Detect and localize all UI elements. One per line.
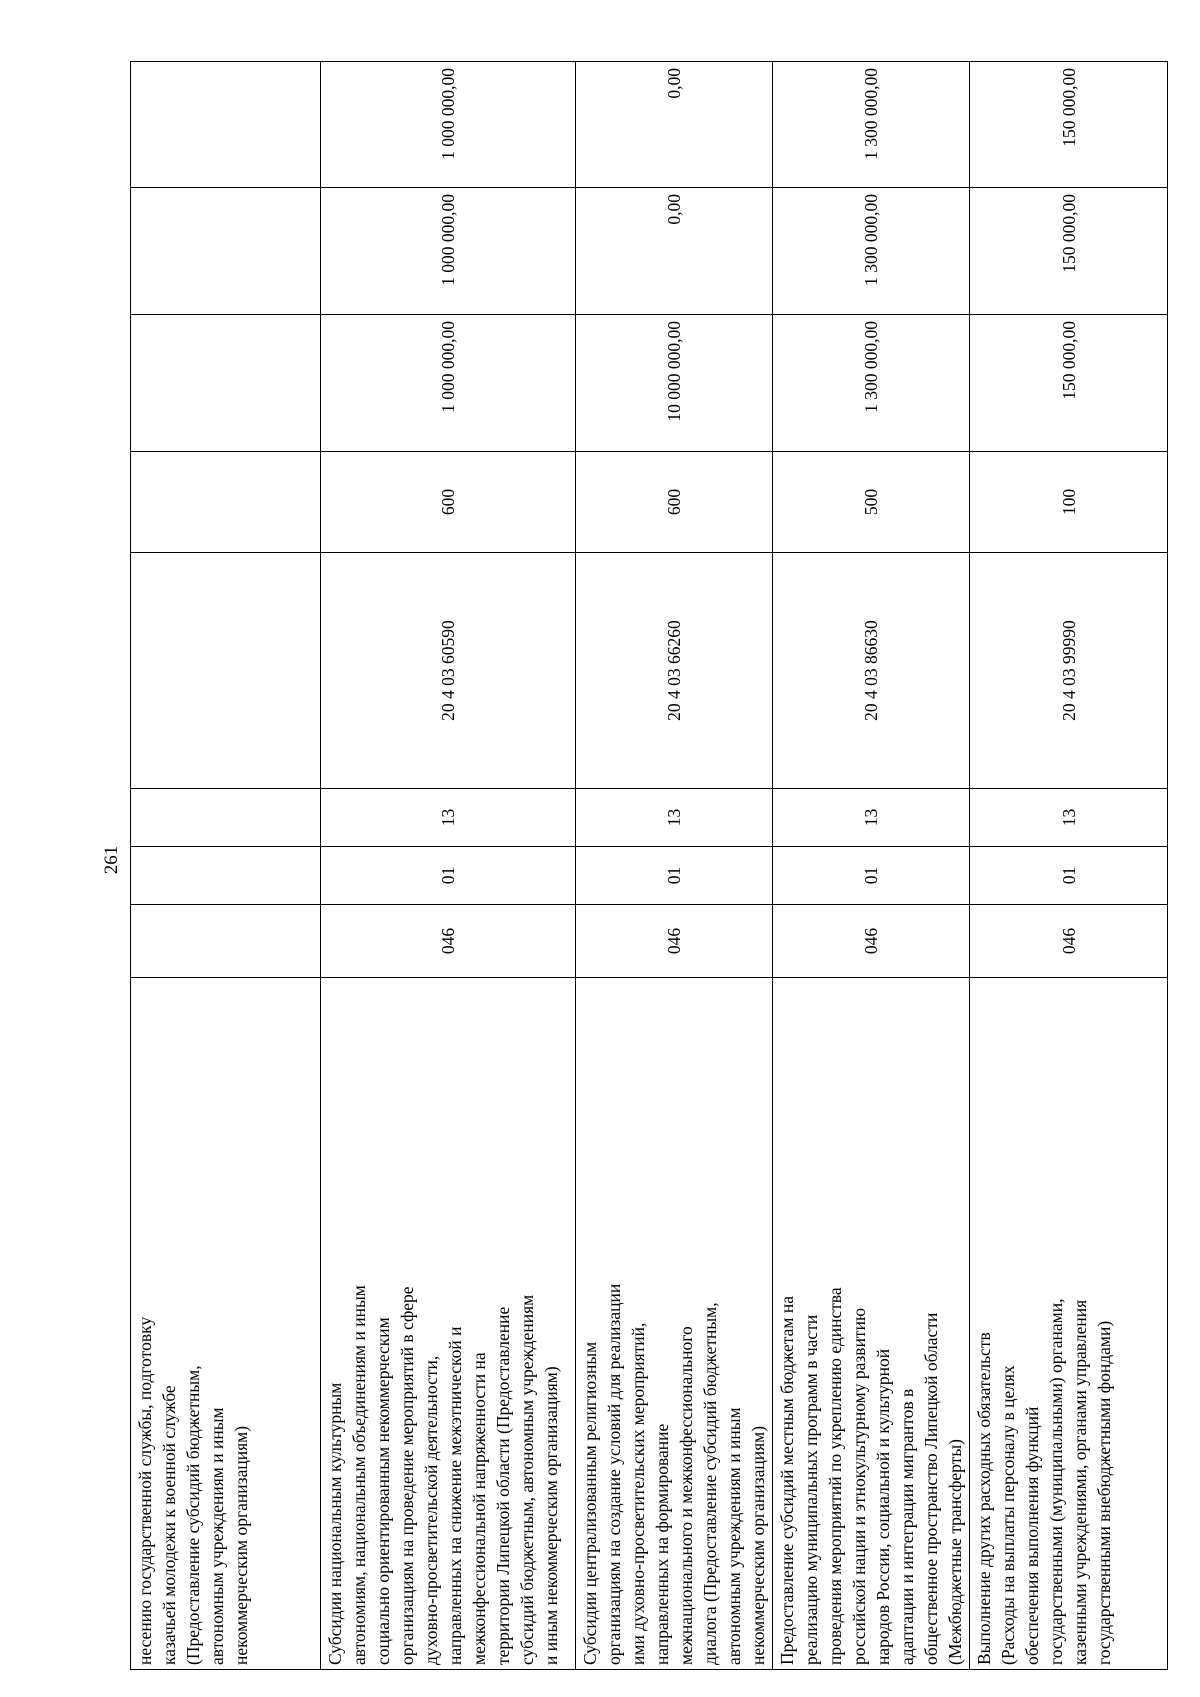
description-line: адаптации и интеграции мигрантов в: [897, 1388, 917, 1665]
page-number: 261: [101, 845, 122, 875]
description-line: некоммерческим организациям): [231, 1425, 251, 1665]
amount-year1-cell: 1 300 000,00: [773, 315, 970, 452]
section-code-cell: 01: [576, 847, 773, 905]
table-row: [773, 62, 970, 1670]
amount-year3-cell: 1 000 000,00: [321, 62, 576, 188]
description-line: казенными учреждениями, органами управления: [1070, 1299, 1090, 1665]
amount-year3-cell: 0,00: [576, 62, 773, 188]
expense-description: [970, 978, 1168, 1670]
description-line: Выполнение других расходных обязательств: [974, 1332, 994, 1665]
description-line: (Межбюджетные трансферты): [945, 1439, 965, 1665]
description-line: автономным учреждениям и иным: [724, 1407, 744, 1665]
description-line: казачьей молодежи к военной службе: [159, 1385, 179, 1665]
table-row: [131, 62, 321, 1670]
section-code-cell: 01: [773, 847, 970, 905]
table-row: [576, 62, 773, 1670]
description-line: ими духовно-просветительских мероприятий,: [628, 1322, 648, 1665]
description-line: духовно-просветительской деятельности,: [421, 1355, 441, 1665]
target-item-code-cell: 20 4 03 66260: [576, 553, 773, 789]
amount-year3-cell: 1 300 000,00: [773, 62, 970, 188]
amount-year2-cell: 0,00: [576, 188, 773, 315]
description-line: субсидий бюджетным, автономным учреждениям: [517, 1294, 537, 1665]
description-line: направленных на снижение межэтнической и: [445, 1326, 465, 1665]
expense-description: [321, 978, 576, 1670]
description-line: народов России, социальной и культурной: [873, 1348, 893, 1665]
description-line: организациям на создание условий для реализации: [604, 1283, 624, 1665]
table-row: [970, 62, 1168, 1670]
subsection-code-cell: 13: [970, 789, 1168, 847]
description-line: реализацию муниципальных программ в части: [801, 1314, 821, 1665]
amount-year2-cell: [131, 188, 321, 315]
table-row: [321, 62, 576, 1670]
ministry-code-cell: 046: [321, 905, 576, 978]
description-line: автономным учреждениям и иным: [207, 1407, 227, 1665]
amount-year1-cell: 10 000 000,00: [576, 315, 773, 452]
ministry-code-cell: 046: [773, 905, 970, 978]
description-line: Предоставление субсидий местным бюджетам на: [777, 1295, 797, 1665]
subsection-code-cell: 13: [773, 789, 970, 847]
description-line: проведения мероприятий по укреплению единства: [825, 1287, 845, 1665]
amount-year2-cell: 1 300 000,00: [773, 188, 970, 315]
ministry-code-cell: 046: [970, 905, 1168, 978]
subsection-code-cell: 13: [576, 789, 773, 847]
subsection-code-cell: [131, 789, 321, 847]
target-item-code-cell: 20 4 03 60590: [321, 553, 576, 789]
description-line: государственными внебюджетными фондами): [1094, 1320, 1114, 1665]
description-line: территории Липецкой области (Предоставление: [493, 1306, 513, 1665]
description-line: межконфессиональной напряженности на: [469, 1352, 489, 1665]
description-line: обеспечения выполнения функций: [1022, 1406, 1042, 1665]
description-line: автономиям, национальным объединениям и иным: [349, 1285, 369, 1665]
description-line: Субсидии централизованным религиозным: [580, 1341, 600, 1665]
description-line: некоммерческим организациям): [748, 1425, 768, 1665]
description-line: несению государственной службы, подготовку: [135, 1316, 155, 1665]
expense-type-code-cell: [131, 452, 321, 553]
subsection-code-cell: 13: [321, 789, 576, 847]
expense-description: [131, 978, 321, 1670]
description-line: направленных на формирование: [652, 1423, 672, 1665]
description-line: и иным некоммерческим организациям): [541, 1366, 561, 1665]
expense-type-code-cell: 600: [576, 452, 773, 553]
amount-year1-cell: 150 000,00: [970, 315, 1168, 452]
ministry-code-cell: [131, 905, 321, 978]
amount-year3-cell: 150 000,00: [970, 62, 1168, 188]
description-line: социально ориентированным некоммерческим: [373, 1317, 393, 1665]
expense-description: [576, 978, 773, 1670]
rotated-table-wrapper: [130, 62, 1114, 1670]
ministry-code-cell: 046: [576, 905, 773, 978]
budget-table: [130, 61, 1168, 1670]
description-line: (Предоставление субсидий бюджетным,: [183, 1365, 203, 1665]
description-line: общественное пространство Липецкой области: [921, 1312, 941, 1665]
expense-type-code-cell: 600: [321, 452, 576, 553]
description-line: (Расходы на выплаты персоналу в целях: [998, 1365, 1018, 1665]
description-line: организациям на проведение мероприятий в сфере: [397, 1286, 417, 1665]
expense-type-code-cell: 500: [773, 452, 970, 553]
amount-year3-cell: [131, 62, 321, 188]
amount-year1-cell: 1 000 000,00: [321, 315, 576, 452]
section-code-cell: 01: [970, 847, 1168, 905]
description-line: Субсидии национальным культурным: [325, 1382, 345, 1665]
description-line: государственными (муниципальными) органами,: [1046, 1298, 1066, 1665]
section-code-cell: 01: [321, 847, 576, 905]
target-item-code-cell: 20 4 03 86630: [773, 553, 970, 789]
amount-year2-cell: 150 000,00: [970, 188, 1168, 315]
expense-type-code-cell: 100: [970, 452, 1168, 553]
description-line: российской нации и этнокультурному развитию: [849, 1307, 869, 1665]
target-item-code-cell: 20 4 03 99990: [970, 553, 1168, 789]
target-item-code-cell: [131, 553, 321, 789]
amount-year2-cell: 1 000 000,00: [321, 188, 576, 315]
amount-year1-cell: [131, 315, 321, 452]
description-line: диалога (Предоставление субсидий бюджетным,: [700, 1302, 720, 1665]
section-code-cell: [131, 847, 321, 905]
description-line: межнационального и межконфессионального: [676, 1326, 696, 1665]
expense-description: [773, 978, 970, 1670]
